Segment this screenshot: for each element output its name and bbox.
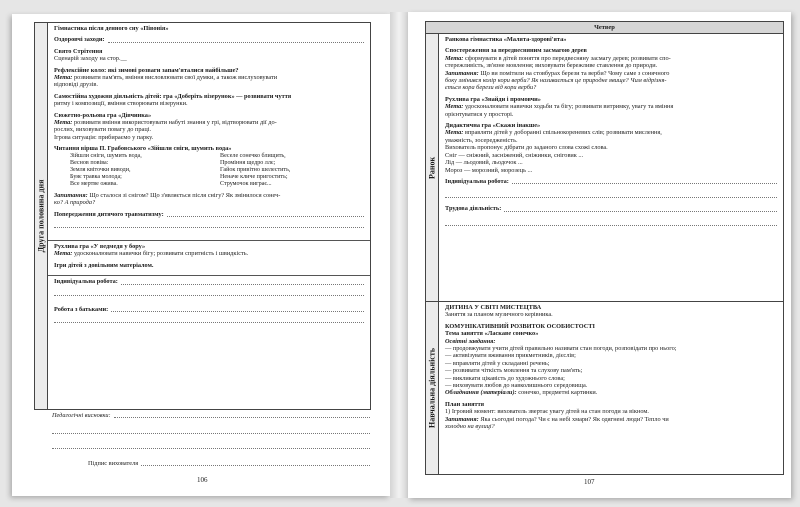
body-text: — активізувати вживання прикметників, дієслів;	[445, 352, 576, 360]
page-number-right: 107	[584, 478, 595, 486]
fill-in-row	[445, 178, 777, 185]
section-heading: Трудова діяльність:	[445, 205, 502, 213]
section-heading: Спостереження за передвесняним засмагою дерев	[445, 47, 587, 55]
body-text: ритму і композиції, вміння створювати візерунки.	[54, 100, 188, 108]
morning-section	[426, 34, 783, 302]
poem-line: Зійшли сніги, шумить вода,	[70, 152, 142, 159]
body-text: Вихователь пропонує дібрати до заданого слова схожі слова.	[445, 144, 608, 152]
section-heading: Оздоровчі заходи:	[54, 36, 105, 44]
section-heading: Індивідуальна робота:	[445, 177, 509, 185]
notes-line	[52, 442, 370, 449]
section-heading: Ранкова гімнастика «Малята-здорові'ята»	[445, 36, 567, 43]
body-text: — продовжувати учити дітей правильно називати стан погоди, розповідати про нього;	[445, 345, 677, 353]
poem-line: Проміння щедро ллє;	[220, 159, 276, 166]
body-text: Заняття за планом музичного керівника.	[445, 311, 553, 319]
body-text: — виховувати любов до навколишнього середовища.	[445, 382, 588, 390]
labelled-text: Запитання: Яка сьогодні погода? Чи є на небі хмари? Як одягнені люди? Тепло чи	[445, 415, 669, 423]
body-text: Лід — льодовий, льодочок ...	[445, 159, 523, 167]
labelled-text: Запитання: Що ви помітили на стовбурах берези та верби? Чому саме з сонячного	[445, 69, 670, 77]
side-label-cell	[426, 34, 439, 301]
labelled-text: Обладнання (матеріали): сонечко, предметні картинки.	[445, 389, 598, 397]
notes-line	[52, 427, 370, 434]
body-text: 1) Ігровий момент: вихователь звертає увагу дітей на стан погоди за вікном.	[445, 408, 649, 416]
labelled-text: Мета: розвивати вміння використовувати набуті знання у грі, відтворювати дії до-	[54, 119, 277, 127]
body-text: Ігрова ситуація: прибираємо у парку.	[54, 133, 154, 141]
body-text: — викликати цікавість до художнього слова;	[445, 374, 565, 382]
side-label-morning: Ранок	[427, 156, 437, 179]
right-page	[408, 12, 791, 498]
left-content	[48, 23, 370, 409]
fill-in-row	[54, 306, 364, 313]
labelled-text: Мета: удосконалювати навички ходьби та бігу; розвивати витримку, увагу та вміння	[445, 103, 674, 111]
body-text: Освітні завдання:	[445, 337, 496, 345]
section-heading: Свято Стрітення	[54, 47, 103, 55]
poem-line: Веселе сонечко блищить,	[220, 152, 286, 159]
labelled-text: Мета: розвивати пам'ять, вміння висловлювати свої думки, а також вислуховувати	[54, 74, 278, 82]
body-text: стережливість, зв'язне мовлення; виховувати бережливе ставлення до природи.	[445, 62, 658, 70]
side-label-afternoon: Друга половина дня	[36, 179, 46, 253]
side-label-learning: Навчальна діяльність	[427, 347, 437, 429]
body-text: ється кора берези від кори верби?	[445, 84, 537, 92]
side-label-cell	[426, 302, 439, 474]
section-heading: Гімнастика після денного сну «Півонія»	[54, 25, 169, 32]
section-heading: Індивідуальна робота:	[54, 278, 118, 286]
section-heading: Рефлексійне коло: які зимові розваги запам'яталися найбільше?	[54, 66, 239, 74]
body-text: рослих, виховувати повагу до праці.	[54, 126, 152, 134]
body-text: — вправляти дітей у складанні речень;	[445, 359, 550, 367]
fill-in-row	[54, 278, 364, 285]
body-text: боку змінився колір кори верби? Як називається це природне явище? Чим відрізня-	[445, 77, 667, 85]
morning-content	[439, 34, 783, 301]
section-heading: Попередження дитячого травматизму:	[54, 210, 164, 218]
poem-line: Струмочок виграє...	[220, 180, 272, 187]
section-heading: Ігри дітей з довільним матеріалом.	[54, 261, 154, 269]
labelled-text: Запитання: Що сталося зі снігом? Що з'являється після снігу? Як змінилося сонеч-	[54, 191, 281, 199]
section-heading: Сюжетно-рольова гра «Дівчинка»	[54, 111, 152, 119]
poem-line: Веснов повіва:	[70, 159, 109, 166]
day-header: Четвер	[426, 22, 783, 34]
section-heading: Самостійна художня діяльність дітей: гра «Доберіть візерунок» — розвивати чуття	[54, 92, 292, 100]
section-heading: ДИТИНА У СВІТІ МИСТЕЦТВА	[445, 304, 542, 311]
body-text: Сніг — сніжний, засніжений, сніжинки, сніговик ...	[445, 151, 584, 159]
left-page	[12, 14, 390, 496]
signature-row	[88, 460, 370, 467]
section-heading: КОМУНІКАТИВНИЙ РОЗВИТОК ОСОБИСТОСТІ	[445, 322, 595, 330]
learning-content	[439, 302, 783, 474]
evening-plan-table	[34, 22, 371, 410]
section-heading: Робота з батьками:	[54, 305, 109, 313]
page-number-left: 106	[197, 476, 208, 484]
section-heading: Рухлива гра «У ведмедя у бору»	[54, 242, 146, 250]
learning-section	[426, 302, 783, 474]
side-label-cell	[35, 23, 48, 409]
body-text: холодно на вулиці?	[445, 423, 495, 431]
fill-in-row	[54, 36, 364, 43]
poem-line: Все мертве ожива.	[70, 180, 118, 187]
thursday-plan-table	[425, 21, 784, 475]
section-heading: Рухлива гра «Знайди і промовчи»	[445, 95, 541, 103]
section-heading: Дидактична гра «Скажи інакше»	[445, 122, 541, 130]
labelled-text: Мета: вправляти дітей у доборанні спільнокореневих слів; розвивати мислення,	[445, 129, 662, 137]
body-text: Мороз — морозний, морозець ...	[445, 166, 533, 174]
fill-in-row	[54, 211, 364, 218]
body-text: — розвивати чіткість мовлення та слухову пам'ять;	[445, 367, 583, 375]
section-heading: Тема заняття «Ласкаве сонечко»	[445, 330, 539, 338]
poem-line: Земля квіточки виводи,	[70, 166, 131, 173]
body-text: орієнтуватися у просторі.	[445, 110, 514, 118]
body-text: ко? А природа?	[54, 199, 96, 207]
body-text: відповіді друзів.	[54, 81, 98, 89]
poem-block	[54, 153, 364, 188]
labelled-text: Мета: удосконалювати навички бігу; розвивати спритність і швидкість.	[54, 250, 249, 258]
poem-line: Гайок привітно шелестить,	[220, 166, 291, 173]
body-text: Сценарій заходу на стор.__	[54, 55, 127, 63]
signature-label: Підпис вихователя	[88, 460, 139, 467]
body-text: уважність, зосередженість.	[445, 136, 518, 144]
notes-label: Педагогічні висновки:	[52, 412, 111, 419]
section-heading: План заняття	[445, 400, 485, 408]
poem-line: Буяє травка молода;	[70, 173, 122, 180]
poem-line: Неначе кличе пригостить;	[220, 173, 288, 180]
section-heading: Читання вірша П. Грабовського «Зійшли сніги, шумить вода»	[54, 145, 232, 153]
labelled-text: Мета: сформувати в дітей поняття про передвесняну засмагу дерев; розвивати спо-	[445, 54, 671, 62]
book-spine	[390, 12, 408, 498]
teacher-notes	[52, 412, 370, 452]
fill-in-row	[445, 205, 777, 212]
